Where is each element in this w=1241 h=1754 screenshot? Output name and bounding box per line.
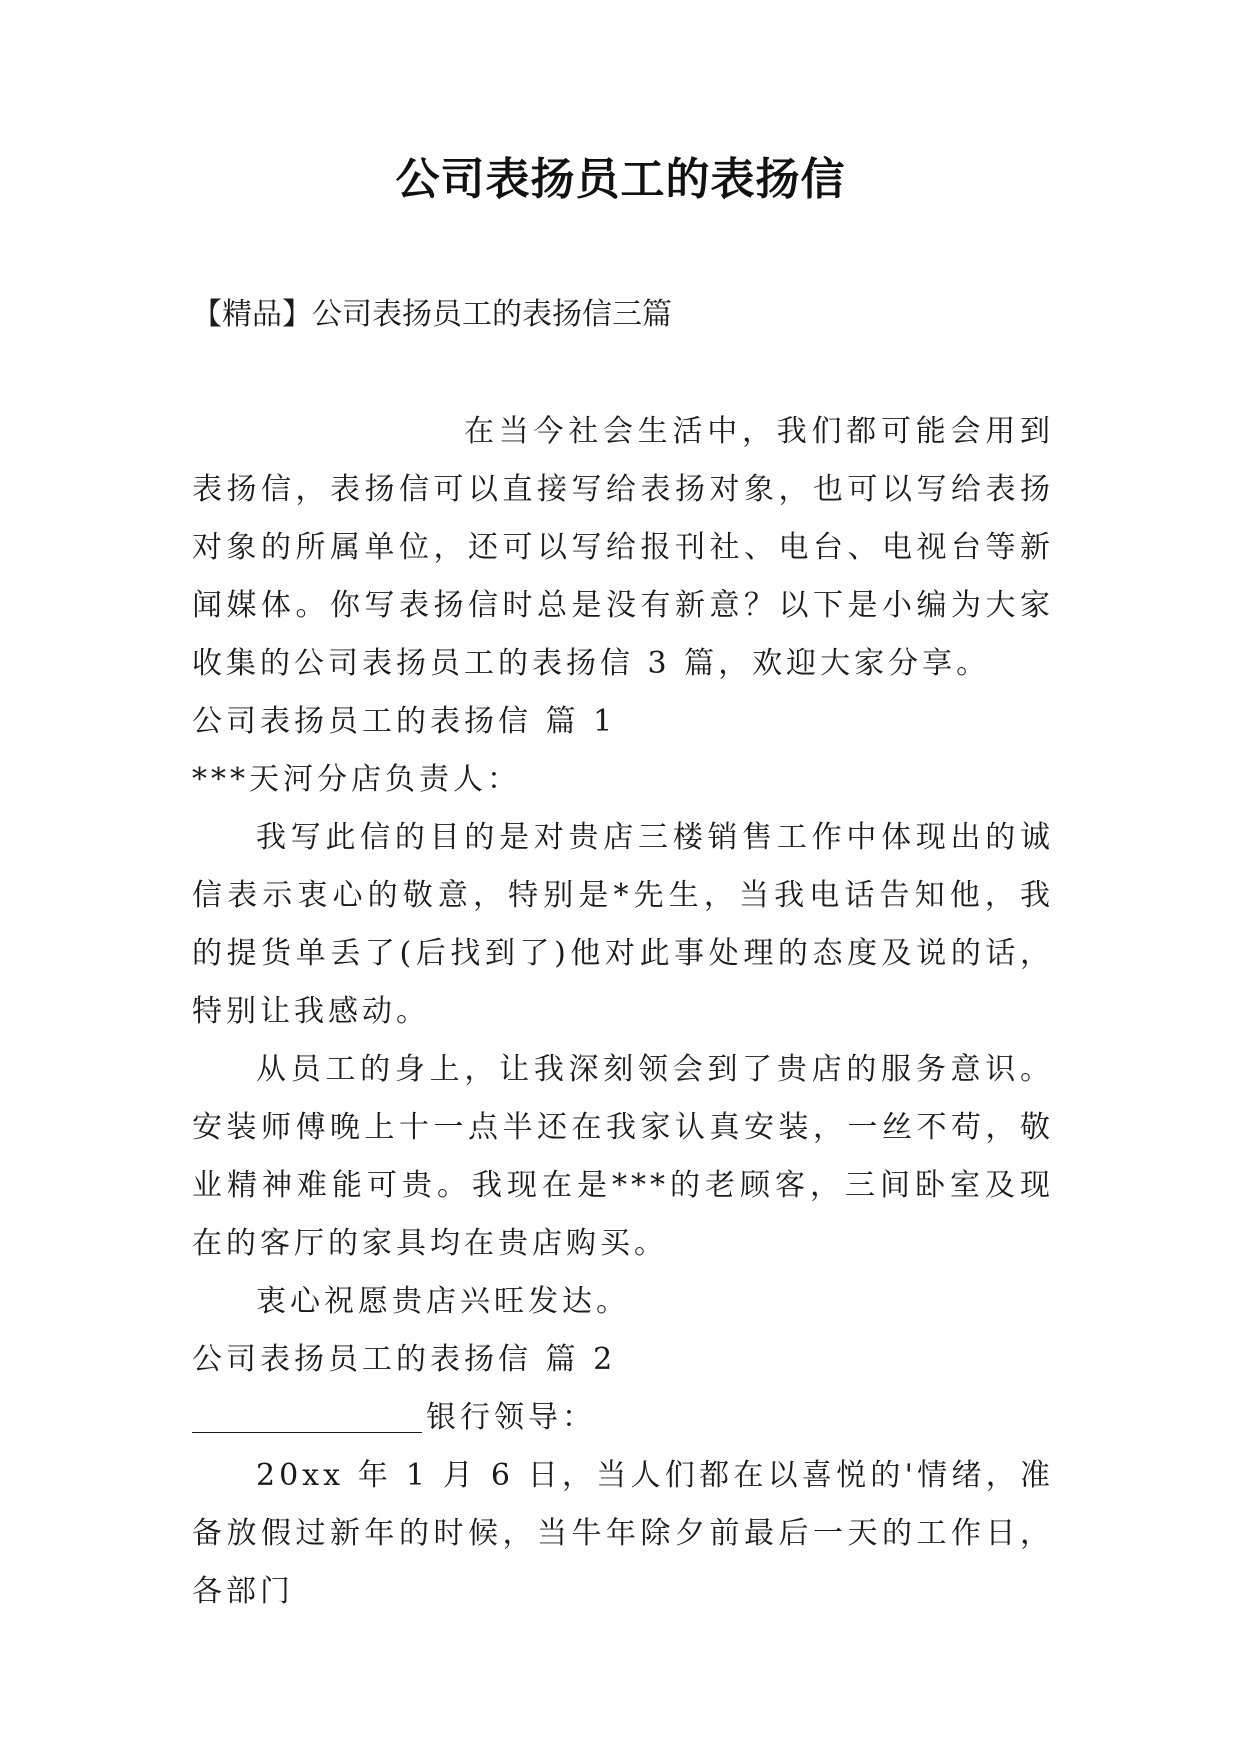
letter-1-salutation: ***天河分店负责人： bbox=[192, 762, 521, 797]
letter-2-salutation: 银行领导： bbox=[426, 1400, 596, 1435]
letter-1-paragraph-2: 从员工的身上，让我深刻领会到了贵店的服务意识。安装师傅晚上十一点半还在我家认真安装，一丝不苟，敬业精神难能可贵。我现在是***的老顾客，三间卧室及现在的客厅的家具均在贵店购买。 bbox=[192, 1052, 1054, 1261]
letter-1-paragraph-1: 我写此信的目的是对贵店三楼销售工作中体现出的诚信表示衷心的敬意，特别是*先生，当我电话告知他，我的提货单丢了(后找到了)他对此事处理的态度及说的话，特别让我感动。 bbox=[192, 820, 1054, 1029]
document-subtitle: 【精品】公司表扬员工的表扬信三篇 bbox=[192, 297, 672, 332]
document-body bbox=[192, 403, 1054, 1621]
intro-paragraph: 在当今社会生活中，我们都可能会用到表扬信，表扬信可以直接写给表扬对象，也可以写给表扬对象的所属单位，还可以写给报刊社、电台、电视台等新闻媒体。你写表扬信时总是没有新意？以下是小编为大家收集的公司表扬员工的表扬信 3 篇，欢迎大家分享。 bbox=[192, 414, 1054, 681]
letter-1-paragraph-3: 衷心祝愿贵店兴旺发达。 bbox=[256, 1284, 630, 1319]
letter-2-heading: 公司表扬员工的表扬信 篇 2 bbox=[192, 1342, 617, 1377]
letter-2-salutation-line bbox=[192, 1389, 1054, 1447]
letter-2-paragraph-1: 20xx 年 1 月 6 日，当人们都在以喜悦的'情绪，准备放假过新年的时候，当牛年除夕前最后一天的工作日，各部门 bbox=[192, 1458, 1054, 1609]
document-title: 公司表扬员工的表扬信 bbox=[395, 154, 846, 205]
letter-1-heading: 公司表扬员工的表扬信 篇 1 bbox=[192, 704, 617, 739]
blank-underline bbox=[192, 1402, 422, 1433]
